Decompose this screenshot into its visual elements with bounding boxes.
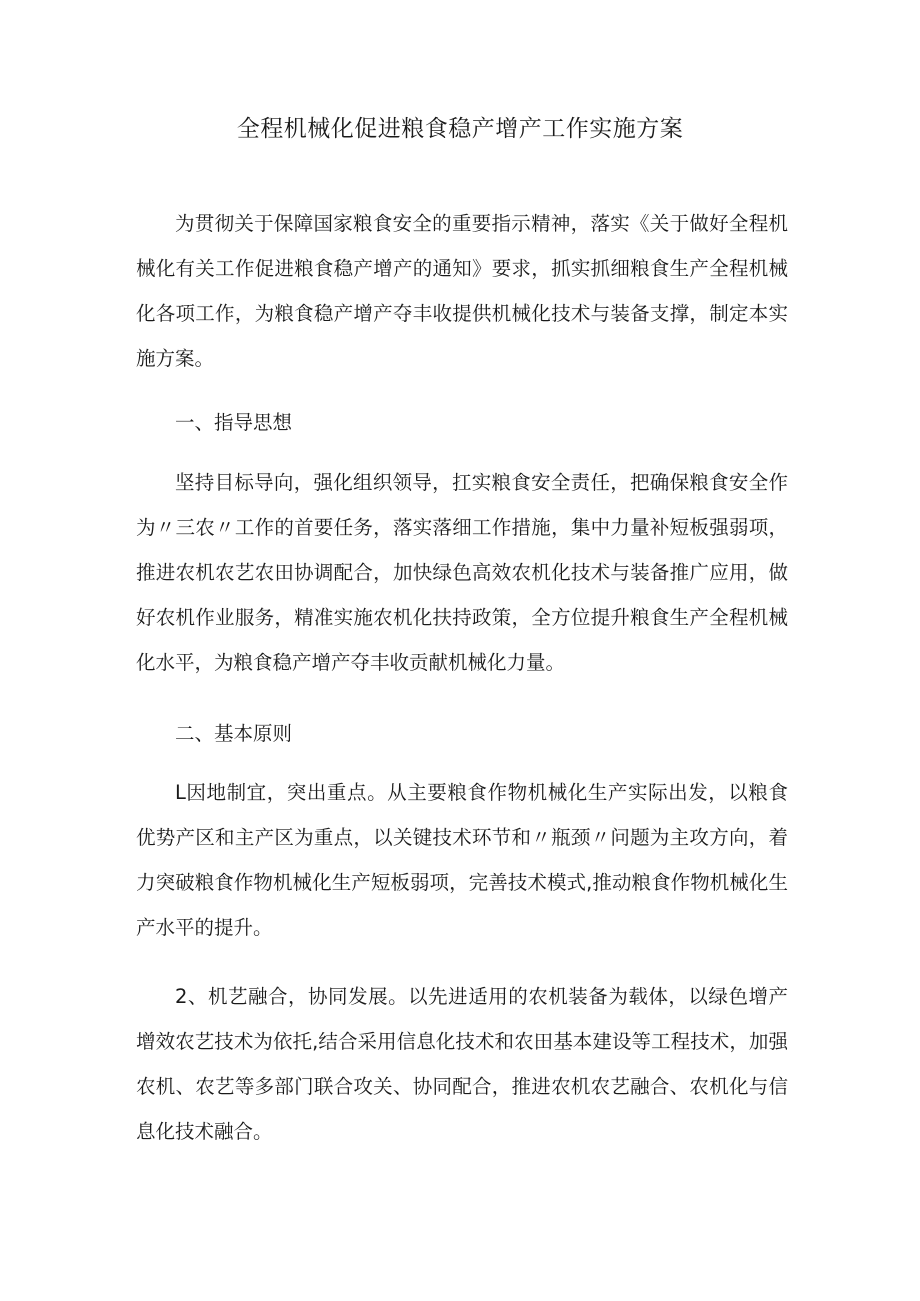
section-heading-basic-principles: 二、基本原则 [175,722,293,745]
principle-paragraph-1: L因地制宜，突出重点。从主要粮食作物机械化生产实际出发，以粮食优势产区和主产区为重点，以关键技术环节和〃瓶颈〃问题为主攻方向，着力突破粮食作物机械化生产短板弱项，完善技术模式,推动粮食作物机械化生产水平的提升。 [136,781,788,939]
principle-paragraph-2: 2、机艺融合，协同发展。以先进适用的农机装备为载体，以绿色增产增效农艺技术为依托,结合采用信息化技术和农田基本建设等工程技术，加强农机、农艺等多部门联合攻关、协同配合，推进农机农艺融合、农机化与信息化技术融合。 [136,985,788,1143]
guiding-ideology-paragraph: 坚持目标导向，强化组织领导，扛实粮食安全责任，把确保粮食安全作为〃三农〃工作的首要任务，落实落细工作措施，集中力量补短板强弱项，推进农机农艺农田协调配合，加快绿色高效农机化技术与装备推广应用，做好农机作业服务，精准实施农机化扶持政策，全方位提升粮食生产全程机械化水平，为粮食稳产增产夺丰收贡献机械化力量。 [136,471,788,674]
section-heading-guiding-ideology: 一、指导思想 [175,411,293,434]
intro-paragraph: 为贯彻关于保障国家粮食安全的重要指示精神，落实《关于做好全程机械化有关工作促进粮食稳产增产的通知》要求，抓实抓细粮食生产全程机械化各项工作，为粮食稳产增产夺丰收提供机械化技术与装备支撑，制定本实施方案。 [136,212,788,370]
document-title: 全程机械化促进粮食稳产增产工作实施方案 [236,116,684,142]
